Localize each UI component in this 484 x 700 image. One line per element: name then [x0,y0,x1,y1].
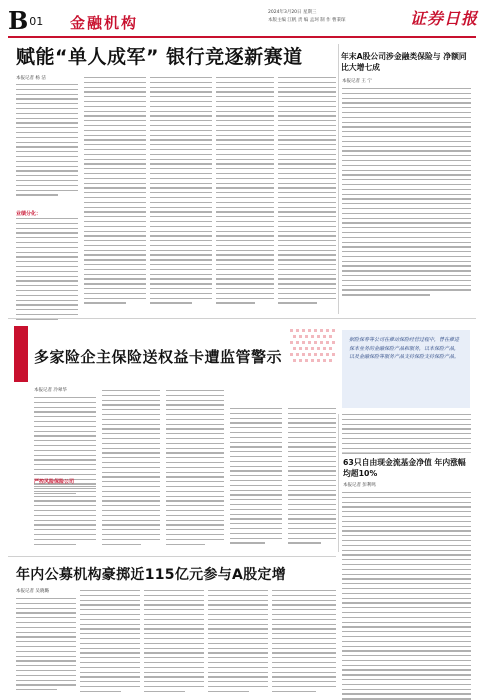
main-column-5 [278,77,336,307]
column-name: 金融机构 [70,14,139,32]
main-headline: 赋能“单人成军” 银行竞逐新赛道 [16,46,303,68]
main-column-1 [16,84,78,199]
sidebar-top-headline: 年末A股公司涉金融类保险与 净额同比大增七成 [341,52,467,72]
insurance-byline: 本报记者 冷翠华 [34,388,67,393]
funds-column-2 [80,590,140,696]
page-number: 01 [29,15,44,28]
masthead-rule [8,36,476,38]
insurance-pull-quote [342,330,470,408]
sidebar-bottom-body [342,492,471,700]
issue-date: 2024年3月20日 星期三 [268,10,317,15]
newspaper-logo: 证券日报 [410,9,479,28]
main-column-3 [150,77,212,307]
insurance-column-5 [288,408,336,547]
decorative-pattern [290,329,336,399]
section-label [8,6,44,35]
insurance-column-1b [34,486,96,548]
main-column-1b [16,218,78,324]
main-column-4 [216,77,274,307]
insurance-headline: 多家险企主保险送权益卡遭监管警示 [34,348,283,366]
sidebar-top-byline: 本报记者 王 宁 [342,79,372,84]
funds-byline: 本报记者 吴晓璐 [16,589,49,594]
section-accent-bar [14,326,28,382]
insurance-column-2 [102,390,160,548]
section-letter: B [8,6,29,35]
funds-column-3 [144,590,204,696]
funds-headline: 年内公募机构豪掷近115亿元参与A股定增 [16,567,287,583]
funds-column-5 [272,590,336,696]
section-divider-2 [8,556,336,557]
main-column-2 [84,77,146,307]
sidebar-top-body [342,88,471,299]
masthead [0,0,484,40]
section-divider-1 [8,318,476,319]
pull-quote-text: 据险保券等公司在推动保险经营过程中，曾在推进保本业务的金融保险产品和服务，以本保险产品，以及金融保险等服务产品支持保险支持保险产品。 [349,337,460,360]
sidebar-divider-2 [338,414,339,552]
sidebar-bottom-headline: 63只自由现金流基金净值 年内涨幅均超10% [343,458,466,478]
sidebar-divider [338,44,339,314]
main-subhead: 业绩分化： [16,211,42,217]
insurance-subhead: 严控风险保险公司 [34,479,75,485]
main-byline: 本报记者 杨 洁 [16,76,46,81]
insurance-column-3 [166,390,224,548]
funds-column-4 [208,590,268,696]
staff-line: 本版主编 江帆 责 编 孟珂 制 作 曹秉琛 [268,18,346,23]
insurance-column-6 [342,414,471,457]
sidebar-bottom-byline: 本报记者 彭利鸣 [343,483,376,488]
insurance-column-4 [230,408,282,547]
funds-column-1 [16,598,76,694]
sidebar-bottom-rule [342,452,471,453]
